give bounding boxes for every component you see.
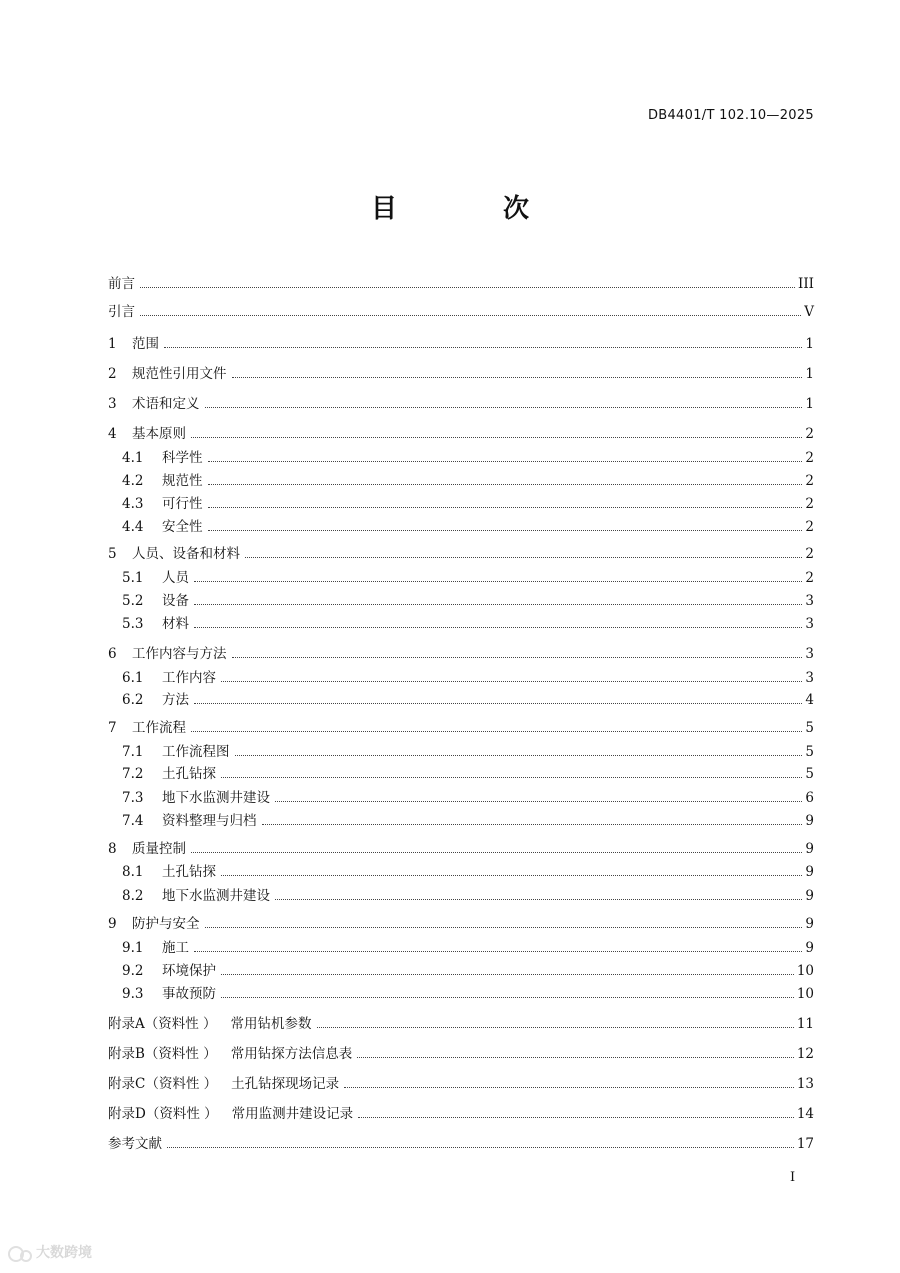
toc-entry[interactable] — [108, 788, 814, 808]
toc-dot-leader — [344, 1087, 794, 1088]
toc-entry-label: 工作内容与方法 — [132, 646, 227, 662]
toc-entry-number: 9.3 — [122, 986, 144, 1002]
toc-dot-leader — [235, 755, 803, 756]
toc-entry-page: 5 — [805, 766, 814, 782]
toc-entry[interactable] — [108, 938, 814, 958]
toc-entry-label: 人员 — [162, 570, 189, 586]
toc-dot-leader — [194, 951, 802, 952]
toc-entry-label: 可行性 — [162, 496, 203, 512]
toc-entry-number: 4.4 — [122, 519, 144, 535]
toc-entry-label: 范围 — [132, 336, 159, 352]
toc-entry-page: 11 — [796, 1016, 814, 1032]
toc-entry[interactable] — [108, 614, 814, 634]
toc-entry-label: 资料整理与归档 — [162, 813, 257, 829]
toc-dot-leader — [140, 287, 795, 288]
toc-entry-number: 4 — [108, 426, 117, 442]
toc-dot-leader — [221, 974, 794, 975]
toc-dot-leader — [358, 1117, 794, 1118]
toc-dot-leader — [167, 1147, 794, 1148]
toc-entry[interactable] — [108, 334, 814, 354]
toc-dot-leader — [208, 530, 803, 531]
toc-dot-leader — [208, 507, 803, 508]
toc-entry-number: 附录C（资料性 ） — [108, 1076, 218, 1092]
toc-dot-leader — [245, 557, 802, 558]
toc-entry-page: 5 — [805, 720, 814, 736]
toc-entry-label: 前言 — [108, 276, 135, 292]
toc-entry-label: 事故预防 — [162, 986, 216, 1002]
doc-code: DB4401/T 102.10—2025 — [647, 108, 814, 123]
toc-entry-label: 工作内容 — [162, 670, 216, 686]
toc-entry[interactable] — [108, 668, 814, 688]
toc-entry-page: 12 — [796, 1046, 814, 1062]
toc-entry[interactable] — [108, 1014, 814, 1034]
toc-entry[interactable] — [108, 494, 814, 514]
toc-entry-label: 人员、设备和材料 — [132, 546, 240, 562]
toc-entry-number: 9.1 — [122, 940, 144, 956]
toc-dot-leader — [221, 777, 802, 778]
toc-entry-label: 材料 — [162, 616, 189, 632]
toc-entry[interactable] — [108, 274, 814, 294]
toc-entry-page: 9 — [805, 841, 814, 857]
toc-entry-number: 附录D（资料性 ） — [108, 1106, 218, 1122]
toc-entry-label: 土孔钻探 — [162, 766, 216, 782]
toc-entry-page: 10 — [796, 963, 814, 979]
toc-entry[interactable] — [108, 862, 814, 882]
toc-entry-label: 基本原则 — [132, 426, 186, 442]
toc-entry-page: 5 — [805, 744, 814, 760]
toc-dot-leader — [208, 484, 803, 485]
toc-entry-label: 引言 — [108, 304, 135, 320]
toc-entry-page: 14 — [796, 1106, 814, 1122]
toc-entry-label: 质量控制 — [132, 841, 186, 857]
toc-dot-leader — [164, 347, 802, 348]
toc-entry-page: 2 — [805, 426, 814, 442]
toc-entry-number: 1 — [108, 336, 117, 352]
toc-entry-page: 2 — [805, 570, 814, 586]
toc-entry-page: 9 — [805, 940, 814, 956]
toc-entry[interactable] — [108, 961, 814, 981]
toc-entry-number: 9.2 — [122, 963, 144, 979]
toc-entry-page: 17 — [796, 1136, 814, 1152]
toc-entry-number: 7.4 — [122, 813, 144, 829]
toc-entry-page: 2 — [805, 546, 814, 562]
toc-entry-label: 环境保护 — [162, 963, 216, 979]
toc-entry[interactable] — [108, 544, 814, 564]
toc-entry-number: 7.3 — [122, 790, 144, 806]
toc-entry[interactable] — [108, 1074, 814, 1094]
toc-entry[interactable] — [108, 364, 814, 384]
toc-entry[interactable] — [108, 1104, 814, 1124]
watermark-text: 大数跨境 — [36, 1245, 92, 1261]
toc-entry-label: 设备 — [162, 593, 189, 609]
toc-entry[interactable] — [108, 1134, 814, 1154]
toc-entry[interactable] — [108, 984, 814, 1004]
toc-entry-number: 2 — [108, 366, 117, 382]
toc-entry[interactable] — [108, 764, 814, 784]
toc-entry-page: 10 — [796, 986, 814, 1002]
toc-entry-page: 3 — [805, 670, 814, 686]
toc-entry[interactable] — [108, 394, 814, 414]
toc-entry-number: 5.1 — [122, 570, 144, 586]
toc-entry[interactable] — [108, 302, 814, 322]
toc-entry-number: 3 — [108, 396, 117, 412]
toc-entry-page: 13 — [796, 1076, 814, 1092]
toc-entry-number: 4.1 — [122, 450, 144, 466]
toc-entry[interactable] — [108, 644, 814, 664]
toc-dot-leader — [205, 407, 803, 408]
toc-entry[interactable] — [108, 811, 814, 831]
toc-entry-page: 2 — [805, 450, 814, 466]
toc-entry[interactable] — [108, 742, 814, 762]
toc-dot-leader — [232, 657, 803, 658]
toc-entry-label: 常用监测井建设记录 — [231, 1106, 354, 1122]
toc-entry-page: 2 — [805, 496, 814, 512]
toc-dot-leader — [208, 461, 803, 462]
toc-entry-label: 施工 — [162, 940, 189, 956]
toc-entry-number: 5.2 — [122, 593, 144, 609]
toc-title: 目 次 — [370, 194, 569, 224]
toc-entry[interactable] — [108, 471, 814, 491]
toc-entry-label: 工作流程图 — [162, 744, 230, 760]
toc-dot-leader — [140, 315, 801, 316]
toc-entry-page: 9 — [805, 864, 814, 880]
toc-dot-leader — [221, 997, 794, 998]
toc-entry-number: 5 — [108, 546, 117, 562]
toc-entry-page: 2 — [805, 519, 814, 535]
toc-entry-page: 2 — [805, 473, 814, 489]
toc-entry-page: 9 — [805, 916, 814, 932]
toc-entry-number: 5.3 — [122, 616, 144, 632]
toc-entry-label: 规范性引用文件 — [132, 366, 227, 382]
toc-entry-page: V — [804, 304, 814, 320]
toc-entry[interactable] — [108, 517, 814, 537]
toc-entry-number: 6 — [108, 646, 117, 662]
toc-entry-label: 规范性 — [162, 473, 203, 489]
toc-dot-leader — [191, 731, 802, 732]
toc-dot-leader — [221, 681, 802, 682]
toc-dot-leader — [275, 899, 802, 900]
toc-entry-page: 1 — [805, 396, 814, 412]
toc-entry-number: 7 — [108, 720, 117, 736]
toc-entry-label: 地下水监测井建设 — [162, 888, 270, 904]
toc-entry[interactable] — [108, 718, 814, 738]
toc-entry-label: 常用钻探方法信息表 — [230, 1046, 353, 1062]
toc-entry-label: 工作流程 — [132, 720, 186, 736]
toc-entry-page: 3 — [805, 646, 814, 662]
toc-entry-label: 方法 — [162, 692, 189, 708]
toc-entry-page: 4 — [805, 692, 814, 708]
toc-entry[interactable] — [108, 424, 814, 444]
toc-entry-page: 1 — [805, 366, 814, 382]
toc-entry[interactable] — [108, 568, 814, 588]
toc-dot-leader — [205, 927, 803, 928]
toc-entry-page: 6 — [805, 790, 814, 806]
toc-entry-number: 8.1 — [122, 864, 144, 880]
toc-entry-page: III — [798, 276, 814, 292]
toc-entry-number: 6.1 — [122, 670, 144, 686]
watermark-logo-icon — [8, 1244, 32, 1260]
toc-dot-leader — [194, 604, 802, 605]
toc-entry-number: 6.2 — [122, 692, 144, 708]
toc-dot-leader — [221, 875, 802, 876]
toc-dot-leader — [194, 581, 802, 582]
toc-entry-number: 8 — [108, 841, 117, 857]
toc-dot-leader — [191, 852, 802, 853]
watermark — [8, 1242, 92, 1262]
toc-entry-number: 4.2 — [122, 473, 144, 489]
toc-entry[interactable] — [108, 591, 814, 611]
toc-entry-number: 7.2 — [122, 766, 144, 782]
toc-entry-number: 9 — [108, 916, 117, 932]
toc-entry-page: 3 — [805, 593, 814, 609]
toc-entry-label: 术语和定义 — [132, 396, 200, 412]
toc-entry-label: 防护与安全 — [132, 916, 200, 932]
toc-dot-leader — [232, 377, 803, 378]
toc-entry[interactable] — [108, 886, 814, 906]
toc-entry[interactable] — [108, 690, 814, 710]
toc-dot-leader — [275, 801, 802, 802]
toc-dot-leader — [262, 824, 803, 825]
toc-entry-label: 土孔钻探 — [162, 864, 216, 880]
toc-dot-leader — [191, 437, 802, 438]
toc-dot-leader — [194, 627, 802, 628]
toc-entry-label: 地下水监测井建设 — [162, 790, 270, 806]
toc-entry-label: 科学性 — [162, 450, 203, 466]
toc-entry[interactable] — [108, 1044, 814, 1064]
toc-dot-leader — [357, 1057, 794, 1058]
toc-entry-label: 安全性 — [162, 519, 203, 535]
toc-entry-label: 土孔钻探现场记录 — [231, 1076, 340, 1092]
toc-entry[interactable] — [108, 839, 814, 859]
toc-entry-number: 4.3 — [122, 496, 144, 512]
toc-dot-leader — [317, 1027, 794, 1028]
toc-entry-page: 9 — [805, 888, 814, 904]
toc-entry-page: 1 — [805, 336, 814, 352]
toc-entry-number: 8.2 — [122, 888, 144, 904]
toc-dot-leader — [194, 703, 802, 704]
toc-entry[interactable] — [108, 914, 814, 934]
toc-entry-page: 9 — [805, 813, 814, 829]
page-folio: I — [790, 1170, 796, 1185]
toc-entry-label: 常用钻机参数 — [230, 1016, 312, 1032]
toc-entry-page: 3 — [805, 616, 814, 632]
toc-entry-number: 7.1 — [122, 744, 144, 760]
toc-entry-number: 附录B（资料性 ） — [108, 1046, 217, 1062]
toc-entry-number: 附录A（资料性 ） — [108, 1016, 217, 1032]
toc-entry-label: 参考文献 — [108, 1136, 162, 1152]
toc-entry[interactable] — [108, 448, 814, 468]
